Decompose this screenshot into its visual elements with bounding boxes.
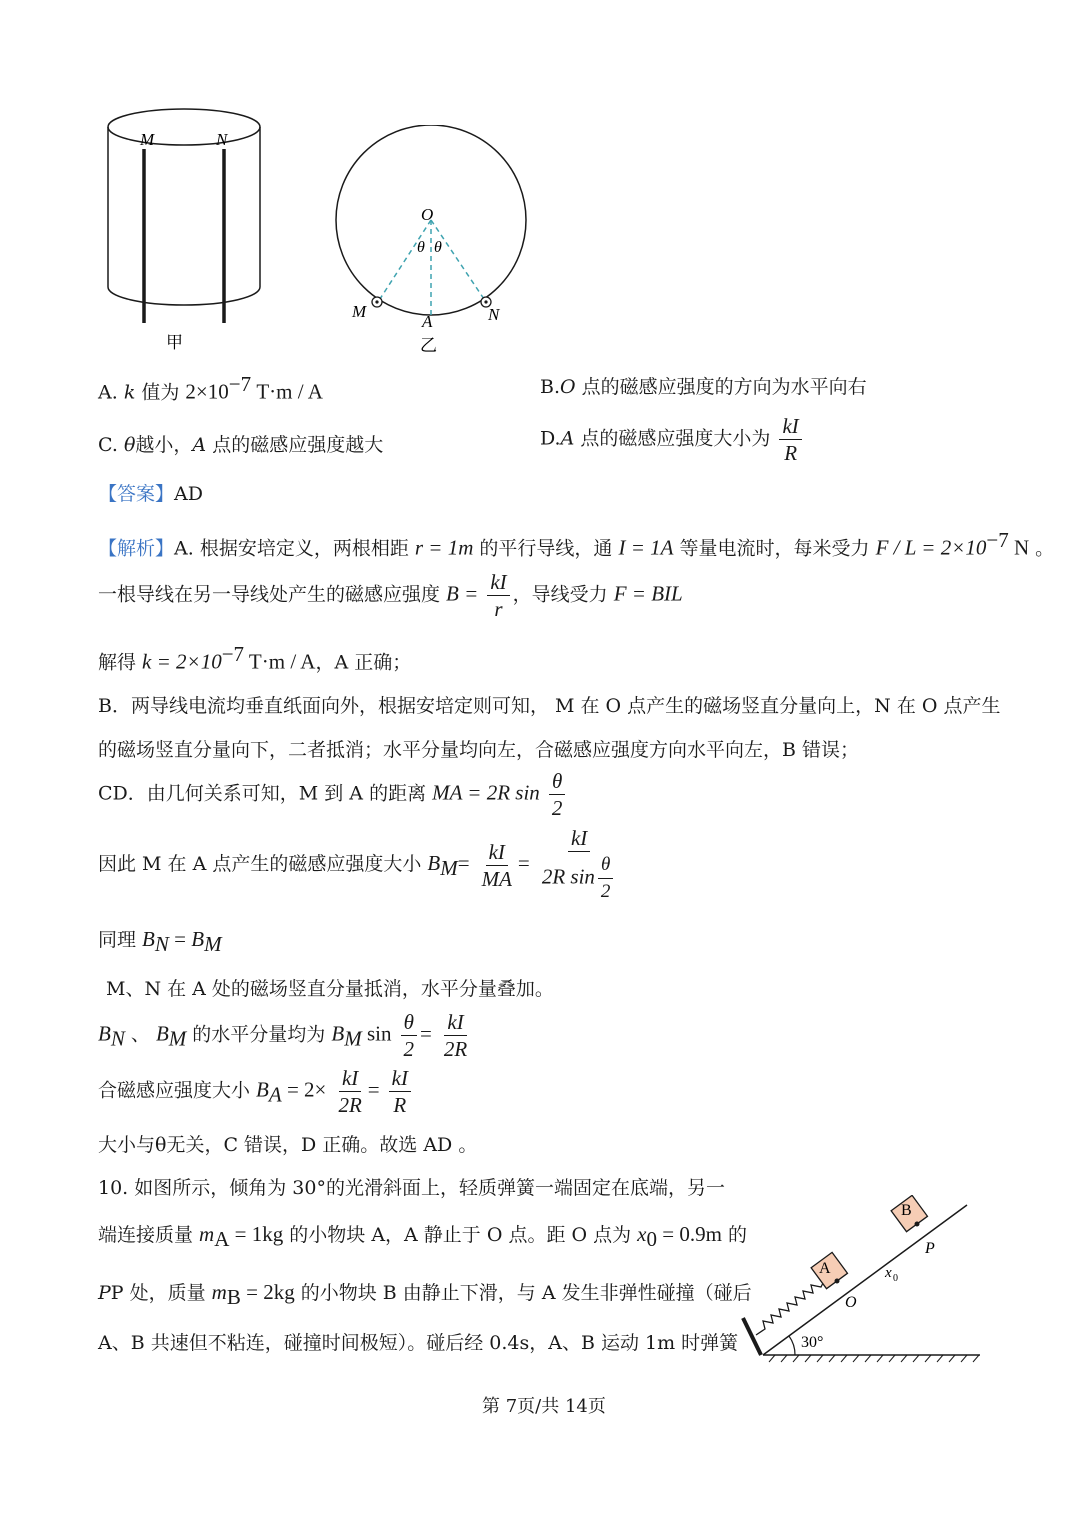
analysis-line-4: B．两导线电流均垂直纸面向外，根据安培定则可知， M 在 O 点产生的磁场竖直分量向上，N 在 O 点产生	[98, 695, 1001, 717]
label-theta-right: θ	[434, 239, 442, 256]
option-a: A. k 值为 $2\times 10^{-7}$ T·m / A	[98, 372, 323, 404]
label-o: O	[421, 205, 434, 224]
label-b: B	[901, 1202, 912, 1219]
circle-figure	[330, 125, 540, 360]
analysis-line-2: 一根导线在另一导线处产生的磁感应强度 B = $\frac{kI}{r}$ ，导线受力 F = BIL	[98, 570, 683, 621]
label-a: A	[819, 1260, 831, 1277]
analysis-line-1: 【解析】A. 根据安培定义，两根相距 r = 1m 的平行导线，通 I = 1A 等量电流时，每米受力 $F / L = 2\times 10^{-7}$ N 。	[98, 528, 1055, 560]
label-x0-sub: 0	[893, 1273, 898, 1284]
label-m: M	[352, 302, 367, 321]
option-c: C. θ越小，A 点的磁感应强度越大	[98, 434, 384, 456]
incline-figure	[735, 1195, 985, 1370]
label-jia: 甲	[166, 333, 183, 352]
label-x0: x	[885, 1265, 892, 1281]
answer-line	[98, 479, 203, 506]
analysis-line-7: 因此 M 在 A 点产生的磁感应强度大小 $B_M=$ $\frac{kI}{MA}$ = kI 2R sin $\frac{\theta}{2}$	[98, 826, 622, 904]
analysis-line-10: $B_N$ 、 $B_M$ 的水平分量均为 $B_M$ sin $\frac{\theta}{2}$ = $\frac{kI}{2R}$	[98, 1010, 468, 1061]
label-yi: 乙	[420, 336, 437, 355]
analysis-line-11: 合磁感应强度大小 $B_A = 2\times$ $\frac{kI}{2R}$ = $\frac{kI}{R}$	[98, 1066, 414, 1117]
option-d: D.A 点的磁感应强度大小为 $\frac{kI}{R}$	[540, 414, 805, 465]
q10-line-4: A、B 共速但不粘连，碰撞时间极短）。碰后经 0.4s，A、B 运动 1m 时弹簧	[98, 1332, 739, 1354]
cylinder-figure	[100, 105, 270, 360]
answer-value: AD	[174, 483, 203, 505]
label-n: N	[488, 305, 500, 324]
label-theta-left: θ	[417, 239, 425, 256]
label-o: O	[845, 1294, 857, 1311]
q10-line-2: 端连接质量 $m_A = 1kg$ 的小物块 A，A 静止于 O 点。距 O 点为 $x_0 = 0.9m$ 的	[98, 1222, 747, 1251]
label-n: N	[216, 130, 228, 149]
analysis-line-9: M、N 在 A 处的磁场竖直分量抵消，水平分量叠加。	[106, 978, 554, 1000]
fraction: $\frac{kI}{R}$	[779, 414, 801, 465]
analysis-line-8: 同理 $B_N = B_M$	[98, 927, 222, 956]
label-angle: 30°	[801, 1334, 824, 1351]
label-a: A	[422, 312, 433, 331]
answer-tag: 【答案】	[98, 483, 175, 505]
analysis-tag: 【解析】	[98, 537, 175, 560]
label-p: P	[925, 1240, 935, 1257]
analysis-line-6: CD．由几何关系可知，M 到 A 的距离 MA = 2R sin $\frac{\theta}{2}$	[98, 769, 568, 820]
label-m: M	[140, 130, 155, 149]
option-b: B.O 点的磁感应强度的方向为水平向右	[540, 376, 867, 398]
q10-line-1: 10. 如图所示，倾角为 30°的光滑斜面上，轻质弹簧一端固定在底端，另一	[98, 1177, 725, 1199]
analysis-line-5: 的磁场竖直分量向下，二者抵消；水平分量均向左，合磁感应强度方向水平向左，B 错误；	[98, 739, 860, 761]
analysis-line-12: 大小与θ无关，C 错误，D 正确。故选 AD 。	[98, 1134, 478, 1156]
page-footer: 第 7页/共 14页	[482, 1396, 606, 1417]
analysis-line-3: 解得 $k = 2\times 10^{-7}$ T·m / A，A 正确；	[98, 642, 412, 674]
q10-line-3: PP 处，质量 $m_B = 2kg$ 的小物块 B 由静止下滑，与 A 发生非弹性碰撞（碰后	[98, 1280, 752, 1309]
